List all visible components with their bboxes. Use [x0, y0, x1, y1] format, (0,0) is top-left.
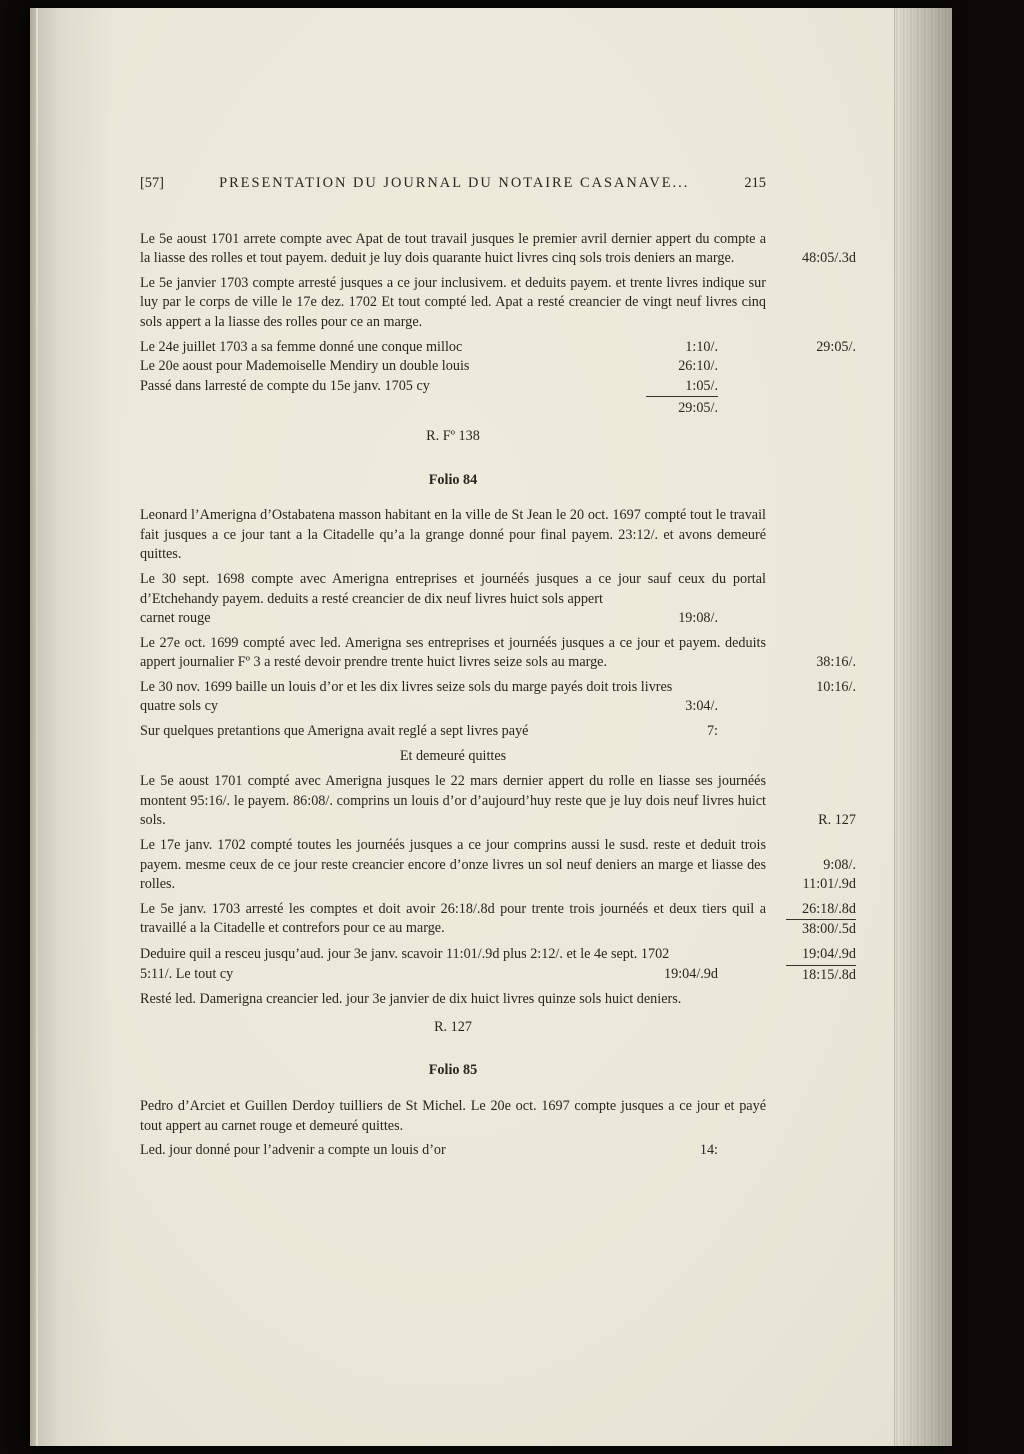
page-content — [140, 8, 920, 1166]
margin-note-column — [766, 338, 856, 419]
paragraph-row — [140, 722, 920, 742]
paragraph: Leonard l’Amerigna d’Ostabatena masson habitant en la ville de St Jean le 20 oct. 1697 compté tout le travail fait jusques a ce jour tant a la Citadelle qu’a la grange donné pour final payem. 23:12/. et avons demeuré quittes. — [140, 507, 766, 563]
margin-amount: 38:16/. — [816, 654, 856, 671]
paragraph-row — [140, 634, 920, 673]
margin-amount: 38:00/.5d — [802, 921, 856, 938]
paragraph-with-amount — [140, 570, 766, 629]
paragraph-row — [140, 570, 920, 629]
entry-text: Le 20e aoust pour Mademoiselle Mendiry un double louis — [140, 358, 470, 375]
margin-note-column — [766, 900, 856, 940]
paragraph: Le 17e janv. 1702 compté toutes les journéés jusques a ce jour comprins aussi le susd. reste et deduit trois payem. mesme ceux de ce jour reste creancier encore d’onze livres un sol neuf deniers an marge et liasse des rolles. — [140, 837, 766, 893]
account-entries — [140, 338, 766, 419]
paragraph-row — [140, 678, 920, 717]
paragraph-row — [140, 836, 920, 895]
margin-note-column — [766, 836, 856, 895]
line-amount: 14: — [699, 1142, 718, 1159]
account-entry — [140, 377, 766, 398]
paragraph-with-amount — [140, 722, 766, 742]
line-text: carnet rouge — [140, 610, 211, 627]
closing-formula-row — [140, 747, 920, 767]
margin-amount: 10:16/. — [816, 678, 856, 695]
paragraph-row — [140, 945, 920, 985]
margin-amount: 11:01/.9d — [802, 876, 856, 893]
margin-amount: 18:15/.8d — [802, 966, 856, 983]
paragraph-row — [140, 230, 920, 269]
margin-note-column — [766, 772, 856, 831]
margin-note-column — [766, 634, 856, 673]
margin-amount: 9:08/. — [823, 856, 856, 873]
paragraph: Le 30 sept. 1698 compte avec Amerigna entreprises et journéés jusques a ce jour sauf ceux du portal d’Etchehandy payem. deduits a resté creancier de dix neuf livres huict sols appert — [140, 570, 766, 607]
line-amount: 3:04/. — [685, 698, 718, 715]
entry-amount: 26:10/. — [678, 358, 718, 375]
book-gutter-shadow — [30, 8, 114, 1446]
entry-text: Le 24e juillet 1703 a sa femme donné une conque milloc — [140, 338, 463, 355]
line-text: 5:11/. Le tout cy — [140, 965, 234, 982]
paragraph-with-amount — [140, 1141, 766, 1161]
line-text: Led. jour donné pour l’advenir a compte un louis d’or — [140, 1142, 446, 1159]
folio-reference: R. Fº 138 — [426, 427, 480, 444]
margin-note-column — [766, 230, 856, 269]
paragraph: Le 5e janvier 1703 compte arresté jusques a ce jour inclusivem. et deduits payem. et trente livres indique sur luy par le corps de ville le 17e dez. 1702 Et tout compté led. Apat a resté creancier de vingt neuf livres cinq sols appert a la liasse des rolles pour ce an marge. — [140, 274, 766, 330]
margin-reference: R. 127 — [818, 812, 856, 829]
folio-heading-row — [140, 471, 920, 491]
account-entry — [140, 338, 766, 358]
page-left-edge — [36, 8, 38, 1446]
account-total-line — [140, 399, 766, 419]
paragraph-row — [140, 900, 920, 940]
page-header — [140, 174, 766, 194]
paragraph: Deduire quil a resceu jusqu’aud. jour 3e janv. scavoir 11:01/.9d plus 2:12/. et le 4e sept. 1702 — [140, 946, 670, 962]
line-text: quatre sols cy — [140, 698, 219, 715]
folio-reference-row — [140, 1018, 920, 1038]
margin-note-column — [766, 678, 856, 717]
paragraph-row — [140, 506, 920, 565]
paragraph-row — [140, 1141, 920, 1161]
account-block — [140, 338, 920, 419]
book-page — [30, 8, 952, 1446]
amount-line — [140, 609, 766, 629]
line-amount: 19:08/. — [678, 610, 718, 627]
running-title: PRESENTATION DU JOURNAL DU NOTAIRE CASANAVE... — [219, 175, 690, 191]
amount-line — [140, 1141, 766, 1161]
paragraph: Resté led. Damerigna creancier led. jour 3e janvier de dix huict livres quinze sols huict deniers. — [140, 991, 682, 1008]
page-stack-shade — [895, 8, 952, 1446]
folio-reference-row — [140, 427, 920, 447]
amount-line — [140, 697, 766, 717]
entry-amount: 1:10/. — [685, 338, 718, 355]
entry-amount-ruled: 1:05/. — [646, 377, 718, 398]
paragraph-with-amount — [140, 945, 766, 985]
paragraph: Pedro d’Arciet et Guillen Derdoy tuilliers de St Michel. Le 20e oct. 1697 compte jusques a ce jour et payé tout appert au carnet rouge et demeuré quittes. — [140, 1097, 766, 1134]
paragraph-with-amount — [140, 678, 766, 717]
amount-line — [140, 722, 766, 742]
paragraph: Le 5e janv. 1703 arresté les comptes et doit avoir 26:18/.8d pour trente trois journéés et deux tiers quil a travaillé a la Citadelle et contrefors pour ce au marge. — [140, 900, 766, 937]
line-amount: 7: — [706, 723, 718, 740]
paragraph-row — [140, 772, 920, 831]
amount-line — [140, 965, 766, 985]
article-index: [57] — [140, 175, 164, 191]
entry-text: Passé dans larresté de compte du 15e janv. 1705 cy — [140, 377, 430, 394]
paragraph-row — [140, 1097, 920, 1136]
folio-heading-row — [140, 1061, 920, 1081]
folio-reference: R. 127 — [434, 1018, 472, 1035]
margin-amount-ruled: 19:04/.9d — [786, 945, 856, 966]
paragraph-row — [140, 990, 920, 1010]
margin-note-column — [766, 945, 856, 985]
page-number: 215 — [744, 175, 766, 191]
paragraph-row — [140, 274, 920, 333]
margin-amount: 48:05/.3d — [802, 250, 856, 267]
paragraph: Le 5e aoust 1701 arrete compte avec Apat de tout travail jusques le premier avril dernier appert du compte a la liasse des rolles et tout payem. deduit je luy dois quarante huict livres cinq sols trois deniers an marge. — [140, 230, 766, 267]
paragraph: Le 5e aoust 1701 compté avec Amerigna jusques le 22 mars dernier appert du rolle en liasse ses journéés montent 95:16/. le payem. 86:08/. comprins un louis d’or d’aujourd’huy reste que je luy dois neuf livres huict sols. — [140, 773, 766, 829]
page-stack-edge — [894, 8, 952, 1446]
line-amount: 19:04/.9d — [664, 965, 718, 982]
closing-formula: Et demeuré quittes — [399, 747, 507, 764]
folio-heading: Folio 85 — [428, 1062, 478, 1079]
account-entry — [140, 357, 766, 377]
line-text: Sur quelques pretantions que Amerigna avait reglé a sept livres payé — [140, 723, 529, 740]
account-total: 29:05/. — [678, 400, 718, 417]
margin-amount-ruled: 26:18/.8d — [786, 900, 856, 921]
margin-amount: 29:05/. — [816, 338, 856, 355]
paragraph: Le 30 nov. 1699 baille un louis d’or et les dix livres seize sols du marge payés doit trois livres — [140, 678, 673, 695]
paragraph: Le 27e oct. 1699 compté avec led. Amerigna ses entreprises et journéés jusques a ce jour et payem. deduits appert journalier Fº 3 a resté devoir prendre trente huict livres seize sols au marge. — [140, 634, 766, 671]
folio-heading: Folio 84 — [428, 471, 478, 488]
